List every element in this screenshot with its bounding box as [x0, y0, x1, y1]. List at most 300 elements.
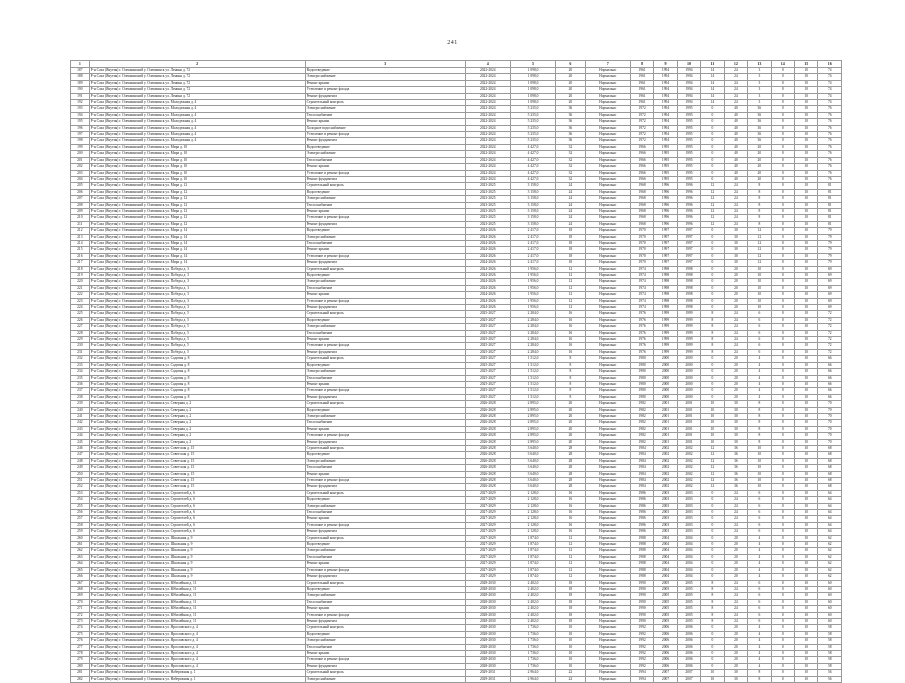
table-cell: 6: [748, 593, 771, 599]
table-cell: 2004: [654, 548, 677, 554]
table-cell: 2 895,0: [510, 426, 555, 432]
table-cell: 8: [748, 183, 771, 189]
table-cell: 0: [701, 112, 724, 118]
table-cell: 16: [556, 529, 585, 535]
table-cell: 24: [724, 497, 747, 503]
table-cell: Ремонт крыши: [305, 208, 465, 214]
table-cell: Р-н Саха (Якутия) г. Олекминский у. Олекминск ул. Мира д. 10: [89, 170, 305, 176]
table-cell: 12: [556, 298, 585, 304]
table-cell: Нормально: [585, 676, 630, 682]
table-cell: 2005: [654, 586, 677, 592]
table-cell: 14: [701, 74, 724, 80]
table-cell: 0: [771, 471, 794, 477]
table-cell: Р-н Саха (Якутия) г. Олекминский у. Олекминск ул. Юбилейная д. 11: [89, 599, 305, 605]
table-cell: 2003: [654, 516, 677, 522]
table-cell: Р-н Саха (Якутия) г. Олекминский у. Олекминск ул. Юбилейная д. 11: [89, 593, 305, 599]
table-cell: 2000: [677, 381, 700, 387]
table-cell: 12: [701, 452, 724, 458]
table-cell: Ремонт крыши: [305, 471, 465, 477]
table-cell: 10: [701, 439, 724, 445]
table-cell: 192: [71, 100, 90, 106]
table-cell: 2026-2028: [465, 413, 510, 419]
table-cell: 0: [771, 330, 794, 336]
table-cell: Нормально: [585, 593, 630, 599]
table-cell: 10: [795, 548, 818, 554]
table-cell: Р-н Саха (Якутия) г. Олекминский у. Олекминск ул. Мира д. 12: [89, 208, 305, 214]
table-cell: 214: [71, 240, 90, 246]
table-cell: 2028-2030: [465, 625, 510, 631]
table-cell: 1995: [677, 138, 700, 144]
table-cell: 2007: [654, 670, 677, 676]
table-cell: 2 284,0: [510, 337, 555, 343]
table-cell: Нормально: [585, 599, 630, 605]
table-cell: 8: [748, 670, 771, 676]
table-cell: 2026-2028: [465, 407, 510, 413]
table-cell: 12: [701, 215, 724, 221]
table-cell: 24: [724, 580, 747, 586]
table-cell: 64: [818, 510, 842, 516]
table-cell: 40: [724, 170, 747, 176]
table-cell: 69: [818, 279, 842, 285]
table-cell: 20: [556, 93, 585, 99]
table-cell: 81: [818, 208, 842, 214]
table-cell: 243: [71, 426, 90, 432]
table-cell: Р-н Саха (Якутия) г. Олекминский у. Олекминск ул. Советская д. 15: [89, 465, 305, 471]
table-cell: 12: [556, 561, 585, 567]
table-cell: 4 427,0: [510, 164, 555, 170]
table-cell: 0: [771, 170, 794, 176]
table-cell: 10: [795, 311, 818, 317]
table-cell: 10: [795, 445, 818, 451]
table-cell: Р-н Саха (Якутия) г. Олекминский у. Олекминск ул. Советская д. 15: [89, 452, 305, 458]
table-cell: 12: [748, 260, 771, 266]
table-cell: 2004: [677, 535, 700, 541]
table-cell: 0: [701, 529, 724, 535]
table-cell: Р-н Саха (Якутия) г. Олекминский у. Олекминск ул. Мира д. 12: [89, 183, 305, 189]
table-cell: 36: [556, 138, 585, 144]
table-cell: 0: [701, 663, 724, 669]
table-cell: 10: [795, 202, 818, 208]
table-cell: 2022-2024: [465, 74, 510, 80]
table-cell: 74: [818, 100, 842, 106]
table-cell: 28: [556, 465, 585, 471]
table-cell: 2001: [677, 407, 700, 413]
table-cell: Теплоснабжение: [305, 112, 465, 118]
table-cell: Водоотведение: [305, 542, 465, 548]
table-cell: 58: [818, 644, 842, 650]
table-cell: 1968: [630, 221, 653, 227]
table-cell: 2028-2030: [465, 644, 510, 650]
table-cell: 2 284,0: [510, 349, 555, 355]
table-cell: 1994: [630, 676, 653, 682]
table-cell: 1998: [677, 292, 700, 298]
table-cell: 1970: [630, 260, 653, 266]
table-cell: 193: [71, 106, 90, 112]
table-cell: 1992: [630, 650, 653, 656]
table-cell: 2005: [677, 599, 700, 605]
table-cell: 2028-2030: [465, 612, 510, 618]
table-cell: 30: [724, 401, 747, 407]
table-cell: Р-н Саха (Якутия) г. Олекминский у. Олекминск ул. Ленина д. 72: [89, 80, 305, 86]
table-cell: 0: [771, 157, 794, 163]
table-cell: Теплоснабжение: [305, 599, 465, 605]
table-cell: 2024-2026: [465, 260, 510, 266]
table-cell: Строительный контроль: [305, 535, 465, 541]
table-cell: Нормально: [585, 305, 630, 311]
table-cell: 8: [701, 330, 724, 336]
table-cell: 222: [71, 292, 90, 298]
table-cell: 24: [724, 337, 747, 343]
table-cell: Ремонт фундамента: [305, 93, 465, 99]
table-cell: Строительный контроль: [305, 490, 465, 496]
table-cell: 231: [71, 349, 90, 355]
table-cell: Р-н Саха (Якутия) г. Олекминский у. Олекминск ул. Школьная д. 9: [89, 574, 305, 580]
table-cell: Электроснабжение: [305, 279, 465, 285]
table-cell: 0: [701, 388, 724, 394]
table-cell: 0: [701, 554, 724, 560]
table-cell: 209: [71, 208, 90, 214]
table-cell: 36: [556, 112, 585, 118]
table-cell: 58: [818, 650, 842, 656]
table-cell: 20: [724, 279, 747, 285]
column-header: 12: [724, 61, 747, 68]
table-cell: Нормально: [585, 273, 630, 279]
table-cell: 1 098,0: [510, 93, 555, 99]
table-body: [71, 68, 842, 683]
table-cell: 1972: [630, 138, 653, 144]
table-cell: 2006: [677, 657, 700, 663]
table-cell: 1986: [630, 510, 653, 516]
table-cell: Теплоснабжение: [305, 285, 465, 291]
table-cell: 76: [818, 144, 842, 150]
table-cell: 0: [701, 253, 724, 259]
table-cell: Р-н Саха (Якутия) г. Олекминский у. Олекминск ул. Юбилейная д. 11: [89, 586, 305, 592]
column-header: 14: [771, 61, 794, 68]
table-cell: 30: [724, 670, 747, 676]
table-cell: 2 128,0: [510, 529, 555, 535]
table-cell: 2025-2027: [465, 349, 510, 355]
table-cell: 1995: [654, 170, 677, 176]
table-cell: 10: [795, 401, 818, 407]
table-cell: 64: [818, 529, 842, 535]
table-cell: 30: [724, 247, 747, 253]
table-cell: 2 402,0: [510, 580, 555, 586]
table-cell: 1992: [630, 625, 653, 631]
table-cell: 32: [556, 151, 585, 157]
table-cell: 1998: [677, 285, 700, 291]
table-cell: Нормально: [585, 266, 630, 272]
table-cell: 1995: [677, 176, 700, 182]
table-cell: 1 098,0: [510, 100, 555, 106]
table-cell: 0: [771, 394, 794, 400]
table-cell: 1995: [654, 157, 677, 163]
table-cell: 1997: [677, 247, 700, 253]
table-cell: Р-н Саха (Якутия) г. Олекминский у. Олекминск ул. Мира д. 10: [89, 157, 305, 163]
table-cell: 32: [556, 144, 585, 150]
table-cell: 6: [748, 516, 771, 522]
table-cell: 12: [701, 202, 724, 208]
table-cell: 5 235,0: [510, 125, 555, 131]
table-cell: 24: [724, 215, 747, 221]
table-cell: 1968: [630, 183, 653, 189]
table-cell: 36: [724, 465, 747, 471]
table-cell: 72: [818, 349, 842, 355]
table-cell: Р-н Саха (Якутия) г. Олекминский у. Олекминск ул. Северная д. 2: [89, 401, 305, 407]
table-cell: 24: [556, 202, 585, 208]
table-cell: 2 284,0: [510, 330, 555, 336]
table-cell: 30: [724, 426, 747, 432]
table-cell: Водоотведение: [305, 68, 465, 74]
table-cell: 8: [748, 196, 771, 202]
table-cell: Р-н Саха (Якутия) г. Олекминский у. Олекминск ул. Садовая д. 8: [89, 362, 305, 368]
table-cell: 0: [771, 484, 794, 490]
table-cell: 8: [556, 381, 585, 387]
table-cell: Нормально: [585, 337, 630, 343]
table-cell: Р-н Саха (Якутия) г. Олекминский у. Олекминск ул. Мира д. 14: [89, 234, 305, 240]
table-cell: Р-н Саха (Якутия) г. Олекминский у. Олекминск ул. Ленина д. 72: [89, 93, 305, 99]
table-cell: 24: [724, 208, 747, 214]
table-cell: 206: [71, 189, 90, 195]
table-cell: Нормально: [585, 279, 630, 285]
table-cell: 20: [748, 164, 771, 170]
table-cell: 0: [771, 151, 794, 157]
table-cell: 10: [795, 663, 818, 669]
table-cell: 20: [724, 369, 747, 375]
table-cell: 2002: [654, 484, 677, 490]
table-cell: Нормально: [585, 369, 630, 375]
table-cell: 8: [701, 343, 724, 349]
table-cell: 1984: [630, 452, 653, 458]
table-cell: 74: [818, 87, 842, 93]
table-cell: Нормально: [585, 561, 630, 567]
table-cell: 68: [818, 465, 842, 471]
table-cell: Р-н Саха (Якутия) г. Олекминский у. Олекминск ул. Юбилейная д. 11: [89, 618, 305, 624]
table-cell: 4: [748, 388, 771, 394]
table-cell: 20: [556, 80, 585, 86]
table-cell: 1 956,0: [510, 298, 555, 304]
table-cell: 8: [701, 349, 724, 355]
table-cell: 66: [818, 381, 842, 387]
table-cell: 2022-2024: [465, 138, 510, 144]
table-cell: 2 128,0: [510, 516, 555, 522]
table-cell: 18: [556, 593, 585, 599]
table-cell: 197: [71, 132, 90, 138]
table-cell: 4: [748, 554, 771, 560]
table-cell: Р-н Саха (Якутия) г. Олекминский у. Олекминск ул. Ярославского д. 4: [89, 631, 305, 637]
table-cell: Утепление и ремонт фасада: [305, 612, 465, 618]
table-cell: 205: [71, 183, 90, 189]
table-cell: 1988: [630, 548, 653, 554]
table-cell: 10: [795, 337, 818, 343]
table-cell: 1 874,0: [510, 535, 555, 541]
table-cell: 230: [71, 343, 90, 349]
table-cell: 199: [71, 144, 90, 150]
table-cell: 12: [748, 247, 771, 253]
table-cell: Р-н Саха (Якутия) г. Олекминский у. Олекминск ул. Молодежная д. 4: [89, 112, 305, 118]
table-cell: Нормально: [585, 144, 630, 150]
table-cell: 1999: [677, 311, 700, 317]
column-header: 6: [556, 61, 585, 68]
table-cell: 1974: [630, 266, 653, 272]
table-cell: 1988: [630, 567, 653, 573]
table-cell: 1990: [630, 586, 653, 592]
table-cell: Р-н Саха (Якутия) г. Олекминский у. Олекминск ул. Ленина д. 72: [89, 87, 305, 93]
table-cell: 228: [71, 330, 90, 336]
table-cell: 1999: [654, 343, 677, 349]
table-cell: 36: [724, 471, 747, 477]
table-cell: 1988: [630, 535, 653, 541]
table-cell: 10: [748, 305, 771, 311]
table-cell: 4: [748, 535, 771, 541]
table-cell: 0: [701, 170, 724, 176]
table-cell: 18: [556, 599, 585, 605]
table-cell: Ремонт фундамента: [305, 529, 465, 535]
table-cell: 10: [795, 144, 818, 150]
table-cell: 6: [748, 510, 771, 516]
table-cell: 0: [771, 478, 794, 484]
table-cell: 10: [795, 490, 818, 496]
table-cell: 10: [701, 407, 724, 413]
table-cell: Р-н Саха (Якутия) г. Олекминский у. Олекминск ул. Строителей д. 6: [89, 490, 305, 496]
table-cell: 261: [71, 542, 90, 548]
table-cell: Строительный контроль: [305, 445, 465, 451]
table-cell: 2005: [677, 606, 700, 612]
table-cell: 20: [724, 554, 747, 560]
table-cell: 2007: [677, 670, 700, 676]
table-cell: 0: [701, 522, 724, 528]
table-cell: Р-н Саха (Якутия) г. Олекминский у. Олекминск ул. Садовая д. 8: [89, 375, 305, 381]
column-header: 5: [510, 61, 555, 68]
table-cell: Нормально: [585, 542, 630, 548]
table-cell: Нормально: [585, 426, 630, 432]
table-cell: 2 964,0: [510, 676, 555, 682]
table-cell: 2022-2024: [465, 176, 510, 182]
table-cell: 1974: [630, 273, 653, 279]
table-cell: 2003: [677, 516, 700, 522]
table-cell: Водоотведение: [305, 407, 465, 413]
table-cell: 0: [771, 644, 794, 650]
table-cell: 64: [818, 516, 842, 522]
table-cell: 0: [771, 311, 794, 317]
table-cell: 8: [556, 375, 585, 381]
column-header: 4: [465, 61, 510, 68]
table-cell: 3: [748, 68, 771, 74]
table-cell: 1994: [654, 112, 677, 118]
table-cell: 0: [771, 253, 794, 259]
table-cell: 1996: [654, 221, 677, 227]
table-cell: 12: [748, 240, 771, 246]
table-cell: 215: [71, 247, 90, 253]
table-cell: 1995: [654, 164, 677, 170]
table-cell: 2026-2028: [465, 433, 510, 439]
table-cell: 1 956,0: [510, 273, 555, 279]
table-cell: Р-н Саха (Якутия) г. Олекминский у. Олекминск ул. Северная д. 2: [89, 439, 305, 445]
table-cell: 2027-2029: [465, 567, 510, 573]
table-cell: 2024-2026: [465, 279, 510, 285]
table-cell: 0: [701, 228, 724, 234]
table-cell: 10: [795, 413, 818, 419]
page-number: 241: [447, 40, 458, 46]
table-cell: 76: [818, 170, 842, 176]
table-cell: 2004: [654, 574, 677, 580]
table-cell: 269: [71, 593, 90, 599]
table-cell: 2022-2024: [465, 80, 510, 86]
table-cell: 1994: [654, 100, 677, 106]
table-cell: 2003: [654, 522, 677, 528]
table-cell: 2027-2029: [465, 535, 510, 541]
table-cell: Теплоснабжение: [305, 157, 465, 163]
table-cell: Р-н Саха (Якутия) г. Олекминский у. Олекминск ул. Школьная д. 9: [89, 548, 305, 554]
table-cell: 191: [71, 93, 90, 99]
table-cell: 20: [748, 157, 771, 163]
table-cell: 64: [818, 522, 842, 528]
table-cell: Нормально: [585, 138, 630, 144]
table-cell: 8: [748, 407, 771, 413]
table-cell: Р-н Саха (Якутия) г. Олекминский у. Олекминск ул. Победы д. 5: [89, 337, 305, 343]
table-cell: 10: [795, 285, 818, 291]
table-cell: 18: [556, 586, 585, 592]
table-cell: Нормально: [585, 202, 630, 208]
table-cell: 2003: [654, 510, 677, 516]
table-cell: Р-н Саха (Якутия) г. Олекминский у. Олекминск ул. Мира д. 10: [89, 151, 305, 157]
table-cell: 1982: [630, 407, 653, 413]
table-cell: 24: [724, 311, 747, 317]
table-cell: 12: [701, 189, 724, 195]
table-cell: 5 235,0: [510, 132, 555, 138]
table-cell: Электроснабжение: [305, 638, 465, 644]
table-cell: 2028-2030: [465, 663, 510, 669]
table-cell: 2 128,0: [510, 510, 555, 516]
table-cell: 10: [748, 458, 771, 464]
table-cell: 2006: [654, 631, 677, 637]
table-cell: 10: [795, 657, 818, 663]
table-cell: 10: [795, 228, 818, 234]
table-cell: 0: [771, 516, 794, 522]
table-cell: 2022-2024: [465, 125, 510, 131]
table-cell: 3 640,0: [510, 452, 555, 458]
table-cell: 81: [818, 221, 842, 227]
table-cell: 3: [748, 100, 771, 106]
table-cell: 10: [701, 413, 724, 419]
table-cell: 0: [771, 221, 794, 227]
table-cell: 1 512,0: [510, 388, 555, 394]
table-cell: 0: [771, 663, 794, 669]
table-cell: 62: [818, 535, 842, 541]
table-cell: Холодное водоснабжение: [305, 125, 465, 131]
table-cell: Р-н Саха (Якутия) г. Олекминский у. Олекминск ул. Мира д. 10: [89, 176, 305, 182]
table-cell: 2025-2027: [465, 369, 510, 375]
table-cell: 1986: [630, 490, 653, 496]
table-cell: 6: [748, 343, 771, 349]
table-cell: 1995: [677, 132, 700, 138]
table-cell: 2028-2030: [465, 650, 510, 656]
table-cell: 1996: [654, 196, 677, 202]
table-cell: 2 128,0: [510, 497, 555, 503]
table-cell: 58: [818, 625, 842, 631]
table-cell: 4: [748, 369, 771, 375]
table-cell: 1968: [630, 215, 653, 221]
table-cell: 10: [795, 176, 818, 182]
table-cell: Теплоснабжение: [305, 202, 465, 208]
table-cell: 1 512,0: [510, 375, 555, 381]
table-cell: 2004: [677, 542, 700, 548]
table-cell: Нормально: [585, 330, 630, 336]
table-cell: 2028-2030: [465, 586, 510, 592]
table-cell: 10: [795, 478, 818, 484]
table-cell: 20: [748, 176, 771, 182]
table-cell: 2001: [654, 401, 677, 407]
table-cell: 0: [771, 234, 794, 240]
